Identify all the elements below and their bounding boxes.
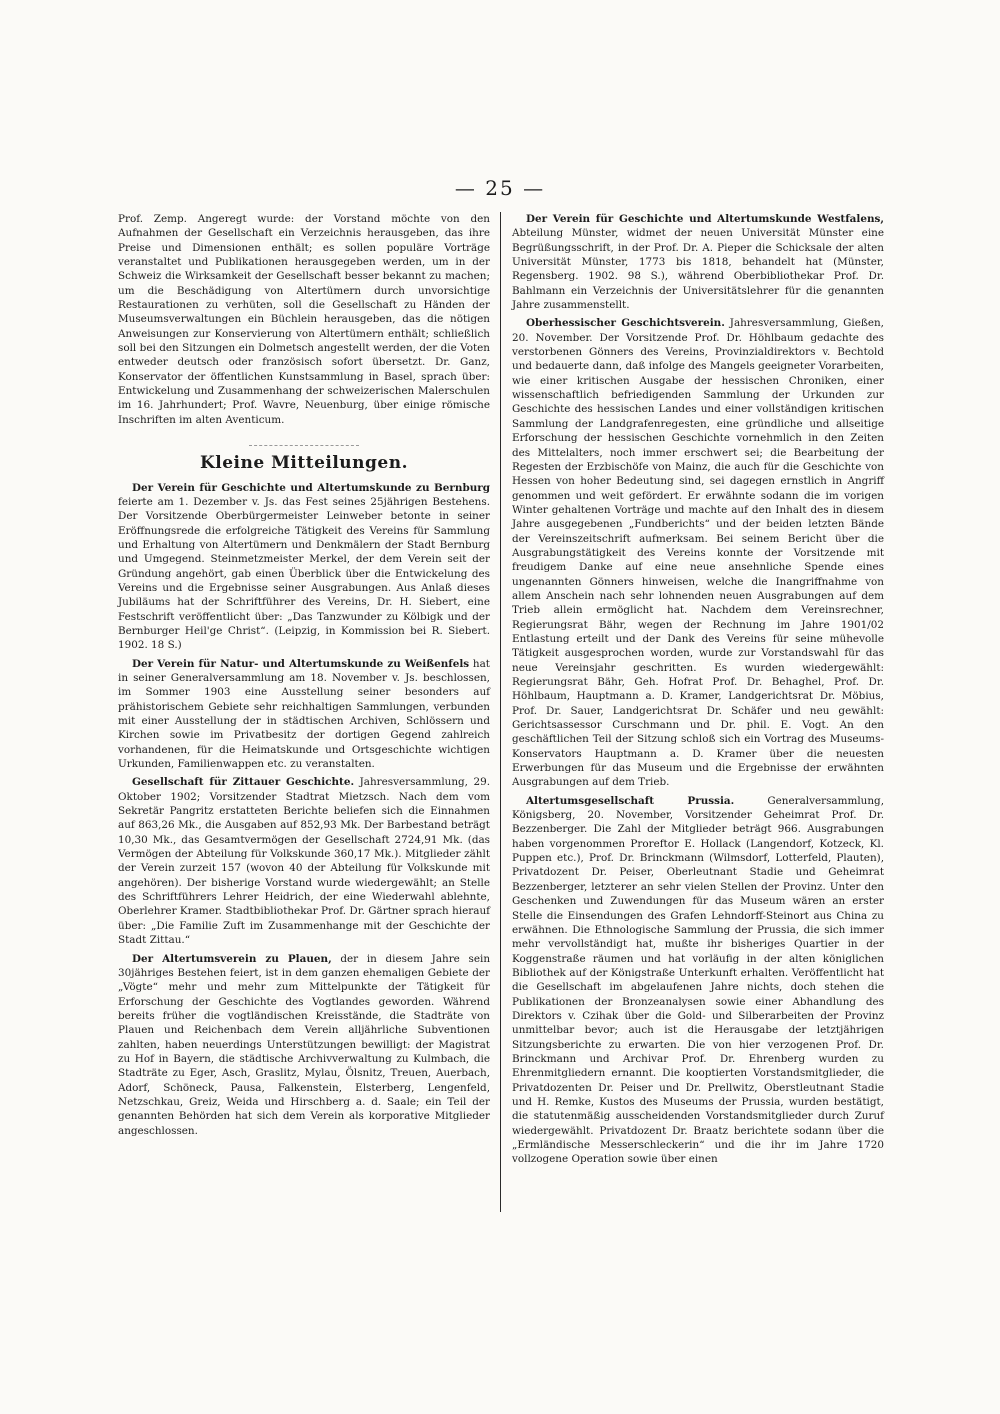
column-divider	[500, 212, 501, 1212]
notice-zittau	[118, 775, 490, 947]
section-divider	[249, 445, 359, 446]
notice-text: Generalversammlung, Königsberg, 20. November, Vorsitzender Geheimrat Prof. Dr. Bezzenberger. Die Zahl der Mitglieder beträgt 966. Ausgrabungen haben vorgenommen Proreftor E. Hollack (Langendorf, Kotzeck, Kl. Puppen etc.), Prof. Dr. Brinckmann (Wilmsdorf, Lotterfeld, Plauten), Privatdozent Dr. Peiser, Oberleutnant Stadie und Geheimrat Bezzenberger, letzterer an sehr vielen Stellen der Provinz. Unter den Geschenken und Zuwendungen für das Museum wären an erster Stelle die Einsendungen des Grafen Lehndorff-Steinort aus China zu erwähnen. Die Ethnologische Sammlung der Prussia, die sich immer mehr vervollständigt hat, mußte ihr bisheriges Quartier in der Koggenstraße räumen und hat vorläufig in der alten königlichen Bibliothek auf der Königstraße Unterkunft erhalten. Veröffentlicht hat die Gesellschaft im abgelaufenen Jahre nichts, doch stehen die Publikationen der Bronzeanalysen sowie einer Abhandlung des Direktors v. Czihak über die Gold- und Silberarbeiten der Provinz unmittelbar bevor; auch ist die Herausgabe der letztjährigen Sitzungsberichte zu erwarten. Die von hier verzogenen Prof. Dr. Brinckmann und Archivar Prof. Dr. Ehrenberg wurden zu Ehrenmitgliedern ernannt. Die kooptierten Vorstandsmitglieder, die Privatdozenten Dr. Peiser und Dr. Prellwitz, Oberstleutnant Stadie und H. Remke, Kustos des Museums der Prussia, wurden bestätigt, die statutenmäßig ausscheidenden Vorstandsmitglieder durch Zuruf wiedergewählt. Privatdozent Dr. Braatz berichtete sodann über die „Ermländische Messerschleckerin“ und die ihr im Jahre 1720 vollzogene Operation sowie über einen	[512, 794, 884, 1166]
notice-lead: Oberhessischer Geschichtsverein.	[526, 317, 725, 330]
notice-lead: Der Altertumsverein zu Plauen,	[132, 952, 332, 965]
right-column	[512, 212, 884, 1171]
notice-text: der in diesem Jahre sein 30jähriges Bestehen feiert, ist in dem ganzen ehemaligen Gebiete der „Vögte“ mehr und mehr zum Mittelpunkte der Tätigkeit für Erforschung der Geschichte des Vogtlandes geworden. Während bereits früher die vogtländischen Kreisstände, die Stadträte von Plauen und Reichenbach dem Verein alljährliche Subventionen zahlten, haben neuerdings Unterstützungen bewilligt: der Magistrat zu Hof in Bayern, die städtische Archivverwaltung zu Kulmbach, die Stadträte zu Eger, Asch, Graslitz, Mylau, Ölsnitz, Treuen, Auerbach, Adorf, Schöneck, Pausa, Falkenstein, Elsterberg, Lengenfeld, Netzschkau, Greiz, Weida und Hirschberg a. d. Saale; ein Teil der genannten Behörden hat sich dem Verein als korporative Mitglieder angeschlossen.	[118, 952, 491, 1137]
notice-lead: Altertumsgesellschaft Prussia.	[526, 794, 735, 807]
notice-text: Abteilung Münster, widmet der neuen Universität Münster eine Begrüßungsschrift, in der Prof. Dr. A. Pieper die Schicksale der alten Universität Münster, 1773 bis 1818, behandelt hat (Münster, Regensberg. 1902. 98 S.), während Oberbibliothekar Prof. Dr. Bahlmann ein Verzeichnis der Universitätslehrer für die genannten Jahre zusammenstellt.	[512, 227, 884, 312]
notice-lead: Der Verein für Geschichte und Altertumskunde zu Bernburg	[132, 481, 490, 494]
notice-text: Jahresversammlung, Gießen, 20. November. Der Vorsitzende Prof. Dr. Höhlbaum gedachte des verstorbenen Gönners des Vereins, Provinzialdirektors v. Bechtold und bedauerte dann, daß infolge des Mangels geeigneter Vorarbeiten, wie einer kritischen Ausgabe der hessischen Chroniken, einer wissenschaftlich befriedigenden Sammlung der Urkunden zur Geschichte des hessischen Landes und einer vollständigen kritischen Sammlung der Landgrafenregesten, eine gründliche und allseitige Erforschung der hessischen Geschichte vornehmlich in den Zeiten des Mittelalters, noch immer erschwert sei; die Bearbeitung der Regesten der Erzbischöfe von Mainz, die auch für die Geschichte von Hessen von hoher Bedeutung sind, sei dagegen ernstlich in Angriff genommen und weit gefördert. Er erwähnte sodann die im vorigen Winter gehaltenen Vorträge und machte auf den Inhalt des in diesem Jahre ausgegebenen „Fundberichts“ und der beiden letzten Bände der Vereinszeitschrift aufmerksam. Bei seinem Bericht über die Ausgrabungstätigkeit des Vereins konnte der Vorsitzende mit freudigem Danke auf eine neue ansehnliche Spende eines ungenannten Gönners hinweisen, welche die Inangriffnahme von allem Anschein nach sehr lohnenden neuen Ausgrabungen auf dem Trieb allein ermöglicht hat. Nachdem dem Vereinsrechner, Regierungsrat Bähr, wegen der Rechnung im Jahre 1901/02 Entlastung erteilt und der Dank des Vereins für seine mühevolle Tätigkeit ausgesprochen worden, wurde zur Vorstandswahl für das neue Vereinsjahr geschritten. Es wurden wiedergewählt: Regierungsrat Bähr, Geh. Hofrat Prof. Dr. Behaghel, Prof. Dr. Höhlbaum, Hauptmann a. D. Kramer, Landgerichtsrat Dr. Möbius, Prof. Dr. Sauer, Landgerichtsrat Dr. Schäfer und neu gewählt: Gerichtsassessor Curschmann und Dr. phil. E. Vogt. An den geschäftlichen Teil der Sitzung schloß sich ein Vortrag des Museums-Konservators Hauptmann a. D. Kramer über die neuesten Erwerbungen für das Museum und die Ergebnisse der erwähnten Ausgrabungen auf dem Trieb.	[512, 317, 884, 789]
notice-text: hat in seiner Generalversammlung am 18. November v. Js. beschlossen, im Sommer 1903 eine Ausstellung seiner besonders auf prähistorischem Gebiete sehr reichhaltigen Sammlungen, verbunden mit einer Ausstellung der in städtischen Archiven, Schlössern und Kirchen sowie im Privatbesitz der dortigen Gegend zahlreich vorhandenen, für die Heimatskunde und Ortsgeschichte wichtigen Urkunden, Familienwappen etc. zu veranstalten.	[118, 657, 490, 771]
page-number: — 25 —	[454, 176, 546, 200]
notice-text: Jahresversammlung, 29. Oktober 1902; Vorsitzender Stadtrat Mietzsch. Nach dem vom Sekretär Pangritz erstatteten Berichte beliefen sich die Einnahmen auf 863,26 Mk., die Ausgaben auf 852,93 Mk. Der Barbestand beträgt 10,30 Mk., das Gesamtvermögen der Gesellschaft 2724,91 Mk. (das Vermögen der Abteilung für Volkskunde 360,17 Mk.). Mitglieder zählt der Verein zurzeit 157 (wovon 40 der Abteilung für Volkskunde mit angehören). Der bisherige Vorstand wurde wiedergewählt; an Stelle des Schriftführers Lehrer Heidrich, der eine Wiederwahl ablehnte, Oberlehrer Kramer. Stadtbibliothekar Prof. Dr. Gärtner sprach hierauf über: „Die Familie Zuft im Zusammenhange mit der Geschichte der Stadt Zittau.“	[118, 776, 490, 947]
notice-lead: Der Verein für Natur- und Altertumskunde zu Weißenfels	[132, 657, 470, 670]
notice-westfalen	[512, 212, 884, 312]
notice-text: feierte am 1. Dezember v. Js. das Fest seines 25jährigen Bestehens. Der Vorsitzende Oberbürgermeister Leinweber betonte in seiner Eröffnungsrede die erfolgreiche Tätigkeit des Vereins für Sammlung und Erhaltung von Altertümern und Denkmälern der Stadt Bernburg und Umgegend. Steinmetzmeister Merkel, der dem Verein seit der Gründung angehört, gab einen Überblick über die Entwickelung des Vereins und die Ergebnisse seiner Ausgrabungen. Aus Anlaß dieses Jubiläums hat der Schriftführer des Vereins, Dr. H. Siebert, eine Festschrift veröffentlicht über: „Das Tanzwunder zu Kölbigk und der Bernburger Heil'ge Christ“. (Leipzig, in Kommission bei R. Siebert. 1902. 18 S.)	[118, 495, 490, 652]
notice-weissenfels	[118, 657, 490, 772]
notice-lead: Gesellschaft für Zittauer Geschichte.	[132, 776, 355, 789]
continued-paragraph: Prof. Zemp. Angeregt wurde: der Vorstand möchte von den Aufnahmen der Gesellschaft ein Verzeichnis herausgeben, das ihre Preise und Dimensionen enthält; es sollen populäre Vorträge veranstaltet und Publikationen herausgegeben werden, um in der Schweiz die Wirksamkeit der Gesellschaft besser bekannt zu machen; um die Beschädigung von Altertümern durch unvorsichtige Restaurationen zu verhüten, soll die Gesellschaft zu Händen der Museumsverwaltungen ein Büchlein herausgeben, das die nötigen Anweisungen zur Konservierung von Altertümern enthält; schließlich soll bei den Sitzungen ein Dolmetsch angestellt werden, der die Voten entweder deutsch oder französisch sofort übersetzt. Dr. Ganz, Konservator der öffentlichen Kunstsammlung in Basel, sprach über: Entwickelung und Zusammenhang der schweizerischen Malerschulen im 16. Jahrhundert; Prof. Wavre, Neuenburg, über einige römische Inschriften im alten Aventicum.	[118, 213, 490, 426]
notice-prussia	[512, 794, 884, 1167]
notice-bernburg	[118, 481, 490, 653]
notice-oberhessen	[512, 316, 884, 789]
notice-lead: Der Verein für Geschichte und Altertumskunde Westfalens,	[526, 213, 884, 225]
left-column	[118, 212, 490, 1142]
section-heading: Kleine Mitteilungen.	[199, 453, 408, 474]
notice-plauen	[118, 952, 490, 1138]
